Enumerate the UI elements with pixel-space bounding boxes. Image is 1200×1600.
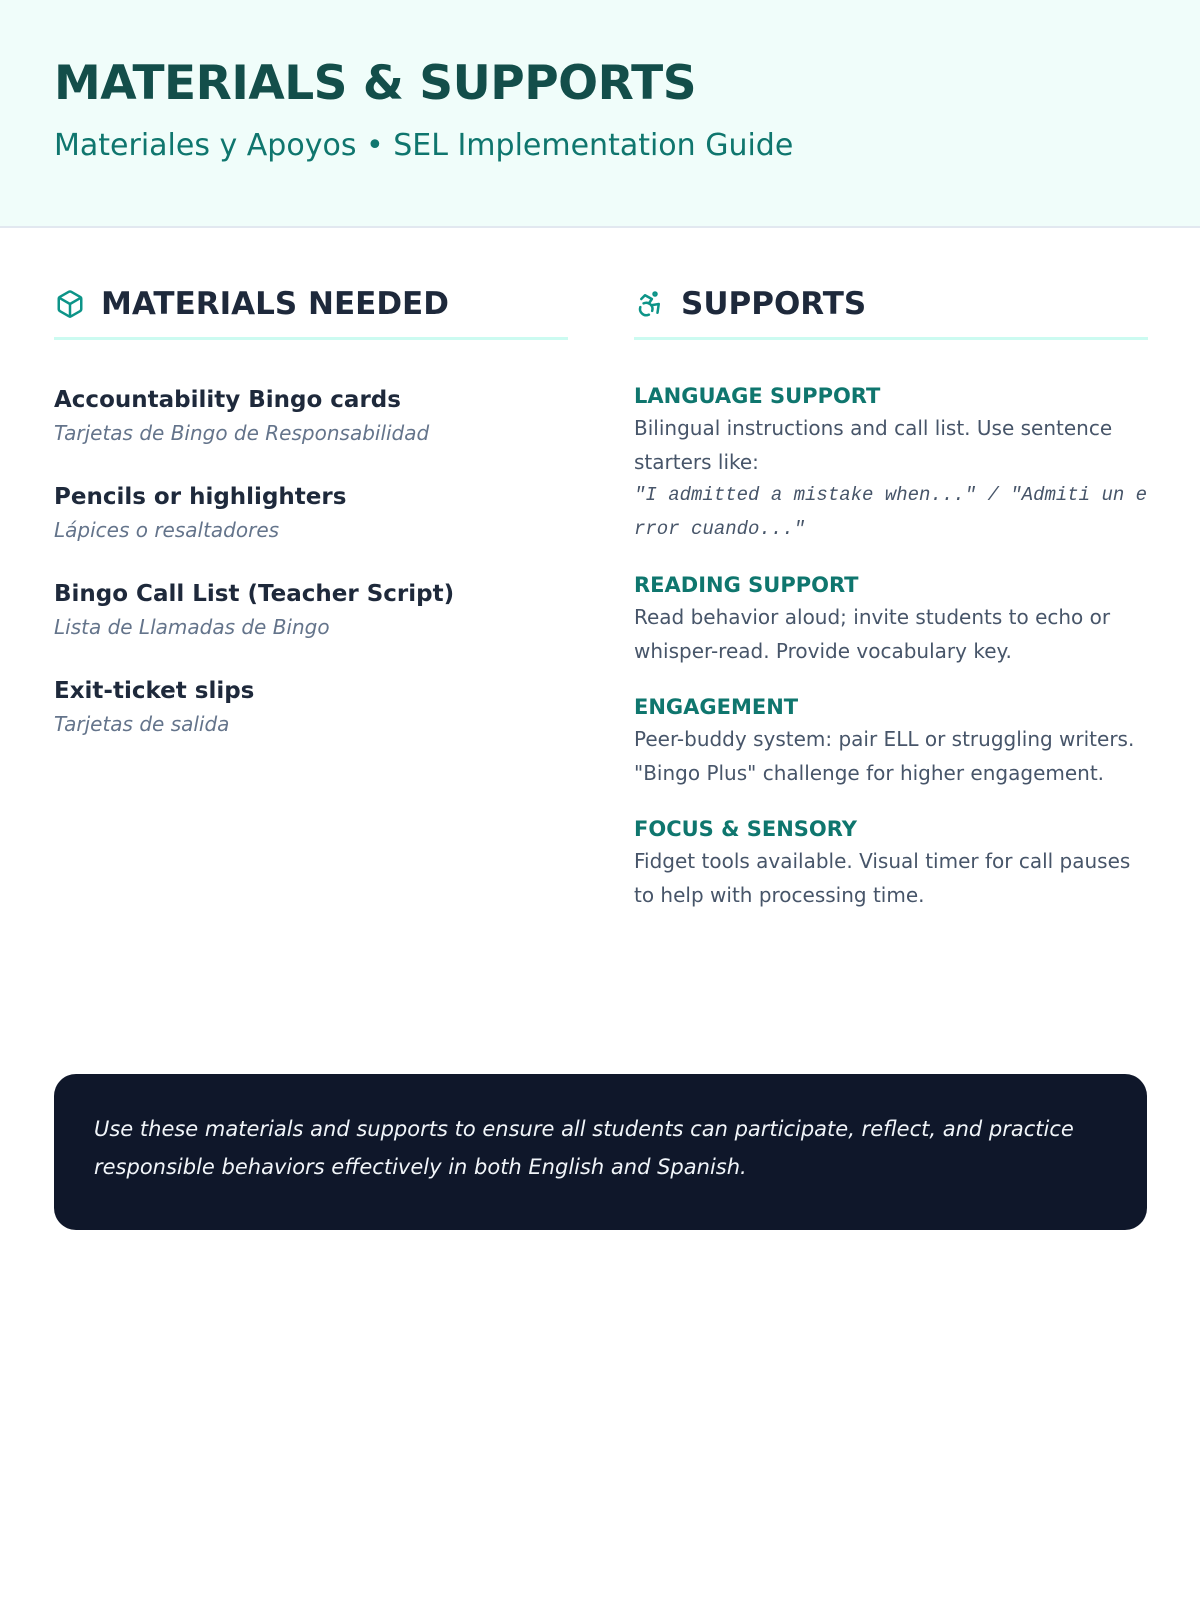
materials-heading-label: MATERIALS NEEDED bbox=[101, 285, 449, 322]
sentence-starter-quote: "I admitted a mistake when..." / "Admiti un error cuando..." bbox=[634, 484, 1148, 540]
support-title: LANGUAGE SUPPORT bbox=[634, 384, 881, 408]
support-body: Bilingual instructions and call list. Use sentence starters like: bbox=[634, 416, 1113, 474]
material-name-en: Bingo Call List (Teacher Script) bbox=[54, 581, 455, 607]
material-name-es: Lista de Llamadas de Bingo bbox=[54, 615, 330, 639]
summary-note bbox=[54, 1074, 1147, 1230]
list-item bbox=[54, 384, 568, 450]
material-name-es: Tarjetas de salida bbox=[54, 712, 230, 736]
supports-column bbox=[634, 284, 1148, 935]
list-item bbox=[634, 813, 1148, 912]
summary-note-text: Use these materials and supports to ensure all students can participate, reflect, and practice responsible behaviors effectively in both English and Spanish. bbox=[94, 1117, 1074, 1179]
support-body: Fidget tools available. Visual timer for call pauses to help with processing time. bbox=[634, 849, 1131, 907]
content-columns bbox=[0, 228, 1200, 1048]
materials-column bbox=[54, 284, 568, 772]
supports-list bbox=[634, 380, 1148, 912]
material-name-es: Tarjetas de Bingo de Responsabilidad bbox=[54, 421, 430, 445]
support-title: READING SUPPORT bbox=[634, 573, 859, 597]
accessibility-icon bbox=[634, 288, 666, 320]
supports-heading-label: SUPPORTS bbox=[681, 285, 867, 322]
material-name-en: Accountability Bingo cards bbox=[54, 387, 401, 413]
list-item bbox=[54, 578, 568, 644]
list-item bbox=[634, 380, 1148, 546]
support-body: Read behavior aloud; invite students to echo or whisper-read. Provide vocabulary key. bbox=[634, 605, 1111, 663]
list-item bbox=[634, 569, 1148, 668]
material-name-en: Exit-ticket slips bbox=[54, 678, 255, 704]
materials-list bbox=[54, 384, 568, 741]
support-title: ENGAGEMENT bbox=[634, 695, 799, 719]
list-item bbox=[54, 481, 568, 547]
list-item bbox=[634, 691, 1148, 790]
support-title: FOCUS & SENSORY bbox=[634, 817, 857, 841]
page-subtitle: Materiales y Apoyos • SEL Implementation Guide bbox=[54, 128, 794, 163]
support-body: Peer-buddy system: pair ELL or struggling writers. "Bingo Plus" challenge for higher engagement. bbox=[634, 727, 1135, 785]
material-name-en: Pencils or highlighters bbox=[54, 484, 347, 510]
page-title: MATERIALS & SUPPORTS bbox=[54, 56, 697, 111]
list-item bbox=[54, 675, 568, 741]
page-header bbox=[0, 0, 1200, 228]
material-name-es: Lápices o resaltadores bbox=[54, 518, 280, 542]
materials-heading bbox=[54, 284, 568, 340]
box-icon bbox=[54, 288, 86, 320]
supports-heading bbox=[634, 284, 1148, 340]
